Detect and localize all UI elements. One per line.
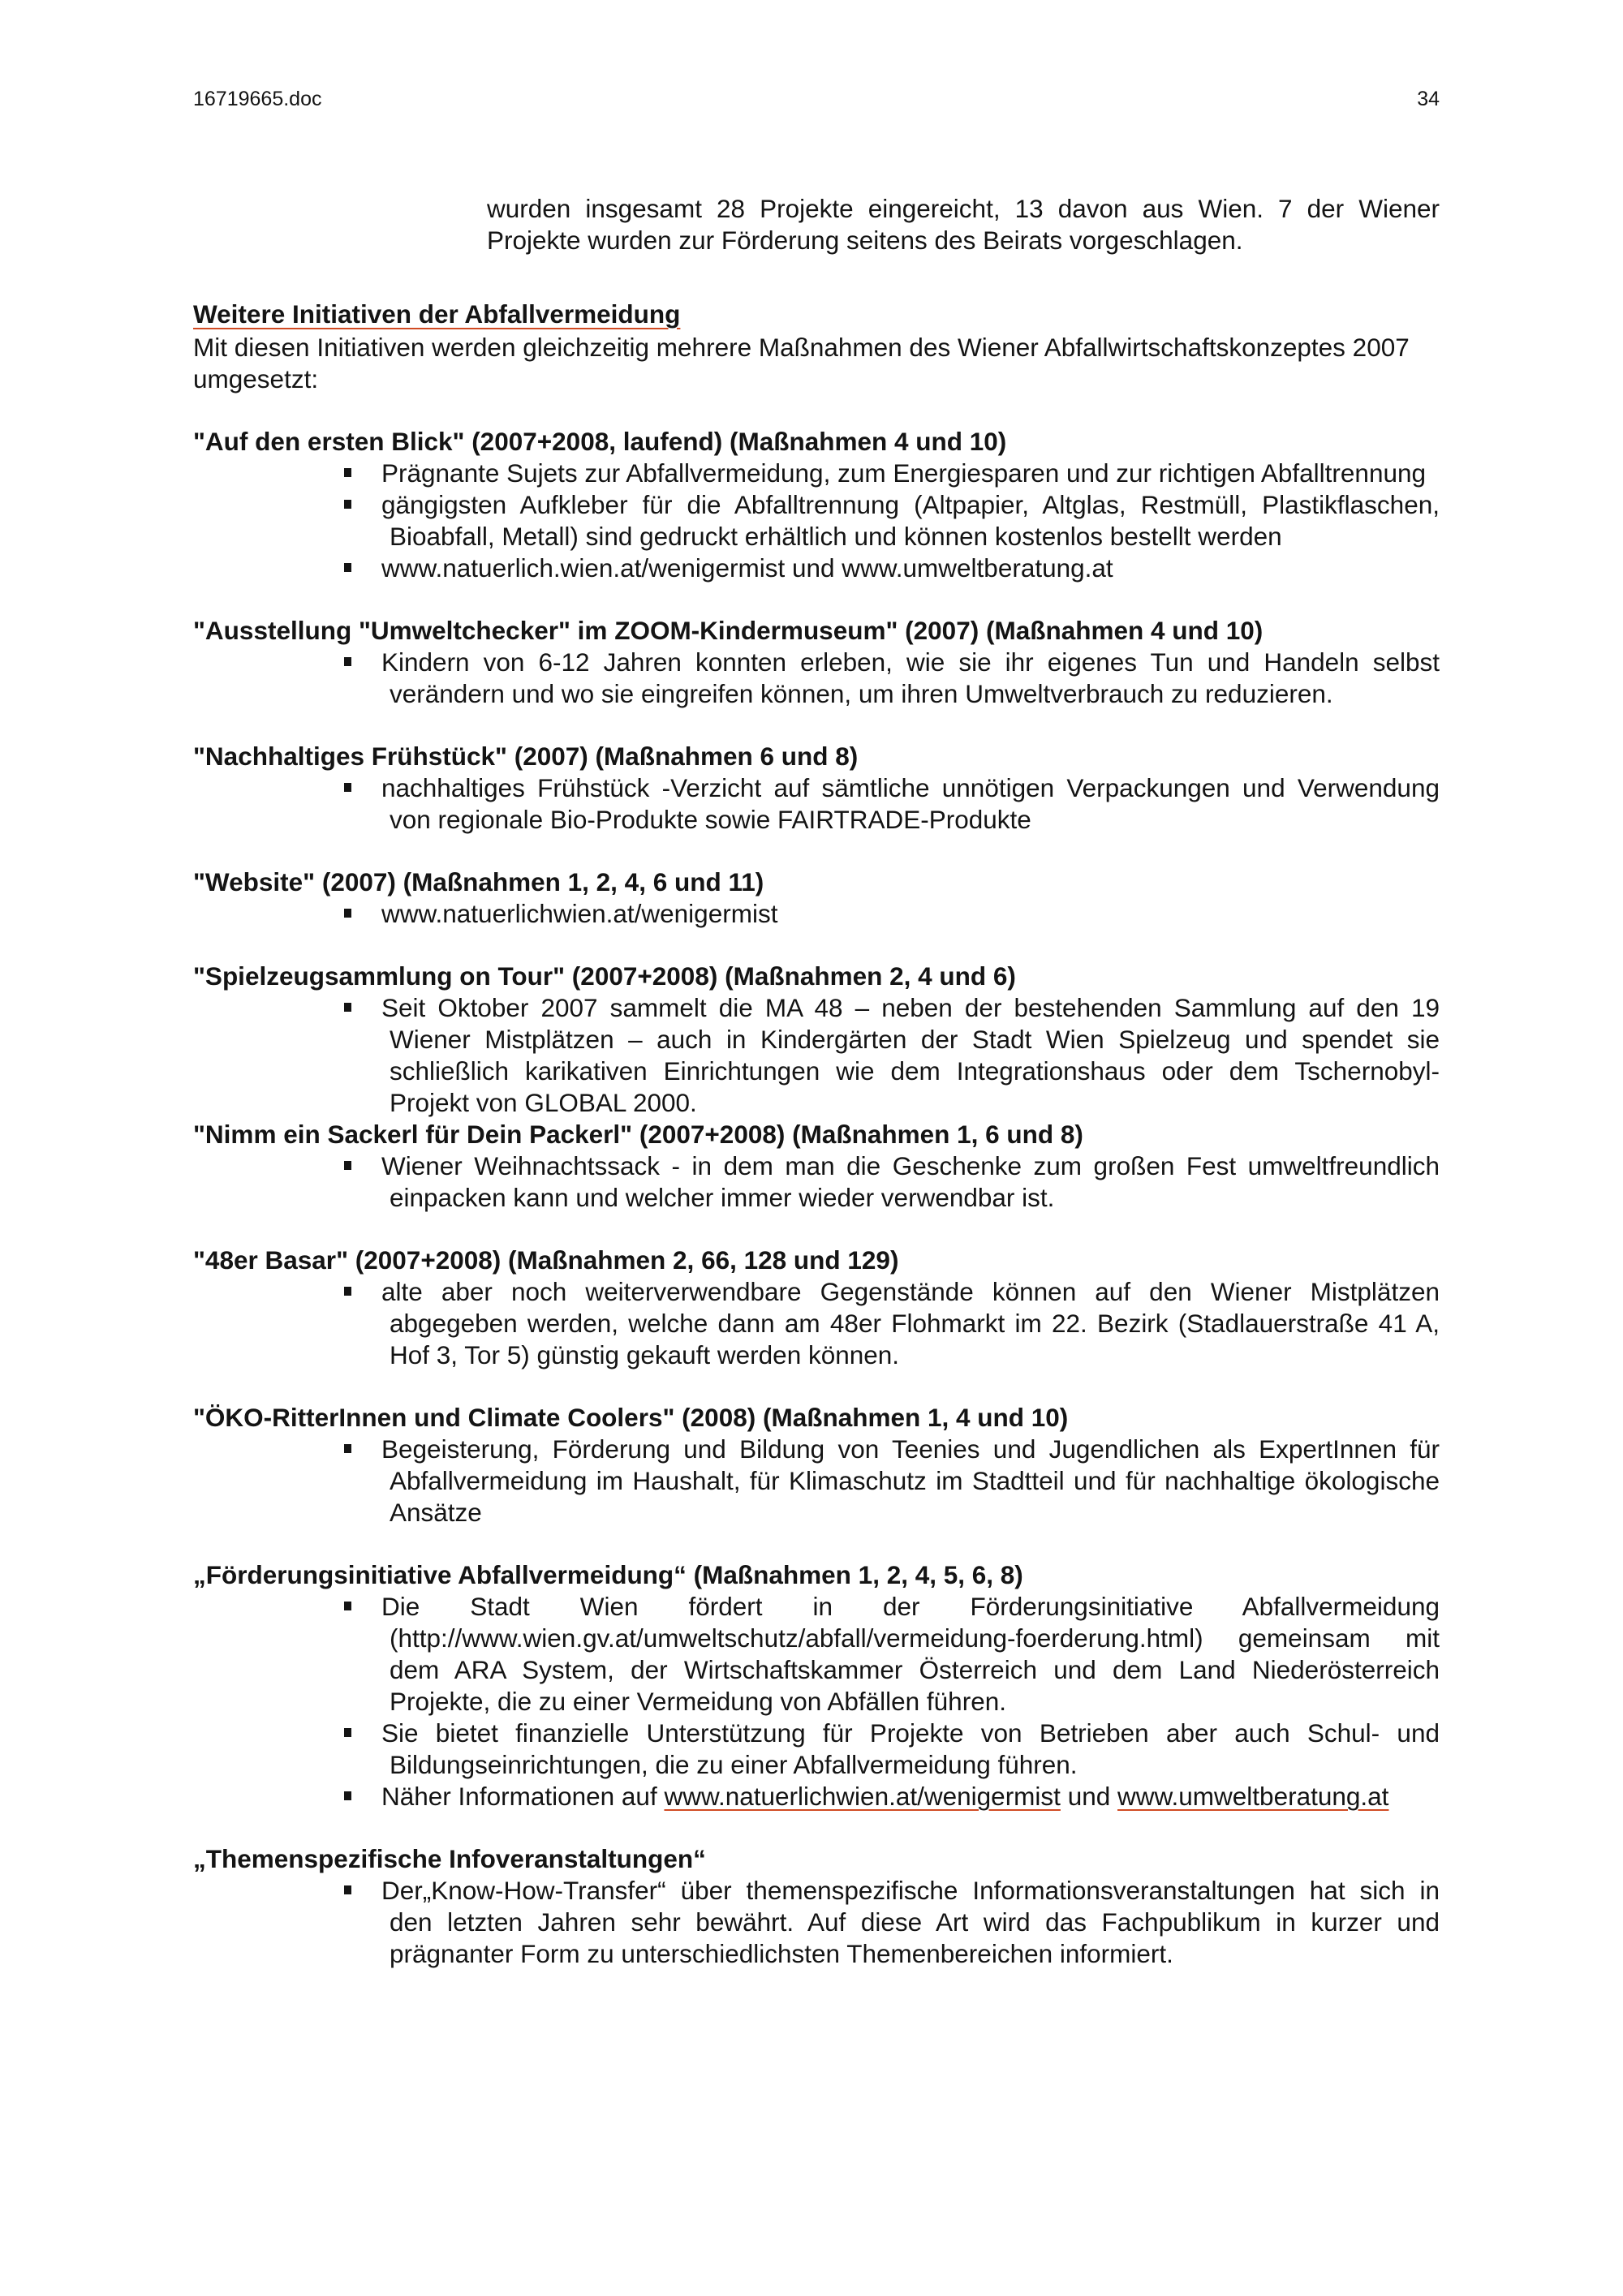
bullet-marker <box>344 1003 351 1012</box>
initiative-title: "Auf den ersten Blick" (2007+2008, laufend) (Maßnahmen 4 und 10) <box>193 427 1007 456</box>
bullet-list <box>193 772 1440 836</box>
bullet-list <box>193 647 1440 710</box>
section-heading: Weitere Initiativen der Abfallvermeidung <box>193 299 681 329</box>
list-item: gängigsten Aufkleber für die Abfalltrennung (Altpapier, Altglas, Restmüll, Plastikflaschen, Bioabfall, Metall) sind gedruckt erhältlich und können kostenlos bestellt werden <box>193 489 1440 553</box>
initiative-title: "Spielzeugsammlung on Tour" (2007+2008) (Maßnahmen 2, 4 und 6) <box>193 961 1016 991</box>
bullet-marker <box>344 909 351 918</box>
bullet-marker <box>344 563 351 572</box>
document-body <box>193 193 1440 1970</box>
initiative-title: "Nachhaltiges Frühstück" (2007) (Maßnahmen 6 und 8) <box>193 742 859 771</box>
bullet-marker <box>344 468 351 477</box>
section-description: Mit diesen Initiativen werden gleichzeitig mehrere Maßnahmen des Wiener Abfallwirtschaftskonzeptes 2007 umgesetzt: <box>193 333 1410 393</box>
bullet-list <box>193 992 1440 1119</box>
list-item: www.natuerlichwien.at/wenigermist <box>193 898 1440 930</box>
bullet-list <box>193 1591 1440 1812</box>
page-header <box>193 88 1440 111</box>
initiative-title: "48er Basar" (2007+2008) (Maßnahmen 2, 66, 128 und 129) <box>193 1245 899 1275</box>
initiative-title: "ÖKO-RitterInnen und Climate Coolers" (2008) (Maßnahmen 1, 4 und 10) <box>193 1403 1069 1432</box>
list-item: Der„Know-How-Transfer“ über themenspezifische Informationsveranstaltungen hat sich in den letzten Jahren sehr bewährt. Auf diese Art wird das Fachpublikum in kurzer und prägnanter Form zu unterschiedlichsten Themenbereichen informiert. <box>193 1875 1440 1970</box>
bullet-marker <box>344 1602 351 1610</box>
bullet-marker <box>344 1728 351 1737</box>
initiative-title: „Themenspezifische Infoveranstaltungen“ <box>193 1844 706 1873</box>
bullet-marker <box>344 1161 351 1170</box>
bullet-list <box>193 1276 1440 1371</box>
intro-line: Projekte wurden zur Förderung seitens des Beirats vorgeschlagen. <box>487 226 1243 255</box>
bullet-list <box>193 458 1440 584</box>
bullet-list <box>193 898 1440 930</box>
bullet-list <box>193 1875 1440 1970</box>
initiative-title: „Förderungsinitiative Abfallvermeidung“ (Maßnahmen 1, 2, 4, 5, 6, 8) <box>193 1560 1023 1589</box>
page-number: 34 <box>1417 88 1440 110</box>
list-item: Sie bietet finanzielle Unterstützung für Projekte von Betrieben aber auch Schul- und Bildungseinrichtungen, die zu einer Abfallvermeidung führen. <box>193 1718 1440 1781</box>
list-item: Seit Oktober 2007 sammelt die MA 48 – neben der bestehenden Sammlung auf den 19 Wiener Mistplätzen – auch in Kindergärten der Stadt Wien Spielzeug und spendet sie schließlich karikativen Einrichtungen wie dem Integrationshaus oder dem Tschernobyl-Projekt von GLOBAL 2000. <box>193 992 1440 1119</box>
bullet-marker <box>344 1885 351 1894</box>
list-item: Begeisterung, Förderung und Bildung von Teenies und Jugendlichen als ExpertInnen für Abfallvermeidung im Haushalt, für Klimaschutz im Stadtteil und für nachhaltige ökologische Ansätze <box>193 1434 1440 1529</box>
link-umweltberatung[interactable]: www.umweltberatung.at <box>1117 1782 1389 1811</box>
bullet-marker <box>344 1444 351 1453</box>
list-item: Kindern von 6-12 Jahren konnten erleben, wie sie ihr eigenes Tun und Handeln selbst verändern und wo sie eingreifen können, um ihren Umweltverbrauch zu reduzieren. <box>193 647 1440 710</box>
link-natuerlichwien[interactable]: www.natuerlichwien.at/wenigermist <box>664 1782 1061 1811</box>
document-filename: 16719665.doc <box>193 88 322 110</box>
bullet-list <box>193 1150 1440 1214</box>
intro-paragraph <box>487 193 1440 256</box>
links-joiner: und <box>1067 1782 1111 1811</box>
initiative-title: "Ausstellung "Umweltchecker" im ZOOM-Kindermuseum" (2007) (Maßnahmen 4 und 10) <box>193 616 1264 645</box>
list-item: www.natuerlich.wien.at/wenigermist und www.umweltberatung.at <box>193 553 1440 584</box>
bullet-marker <box>344 500 351 509</box>
bullet-marker <box>344 1287 351 1296</box>
list-item <box>193 1781 1440 1812</box>
bullet-list <box>193 1434 1440 1529</box>
list-item: Wiener Weihnachtssack - in dem man die Geschenke zum großen Fest umweltfreundlich einpacken kann und welcher immer wieder verwendbar ist. <box>193 1150 1440 1214</box>
bullet-marker <box>344 657 351 666</box>
bullet-marker <box>344 783 351 792</box>
initiative-title: "Nimm ein Sackerl für Dein Packerl" (2007+2008) (Maßnahmen 1, 6 und 8) <box>193 1120 1083 1149</box>
list-item: Die Stadt Wien fördert in der Förderungsinitiative Abfallvermeidung (http://www.wien.gv.at/umweltschutz/abfall/vermeidung-foerderung.html) gemeinsam mit dem ARA System, der Wirtschaftskammer Österreich und dem Land Niederösterreich Projekte, die zu einer Vermeidung von Abfällen führen. <box>193 1591 1440 1718</box>
links-prefix: Näher Informationen auf <box>381 1782 657 1811</box>
bullet-marker <box>344 1791 351 1800</box>
list-item: nachhaltiges Frühstück -Verzicht auf sämtliche unnötigen Verpackungen und Verwendung von regionale Bio-Produkte sowie FAIRTRADE-Produkte <box>193 772 1440 836</box>
list-item: Prägnante Sujets zur Abfallvermeidung, zum Energiesparen und zur richtigen Abfalltrennung <box>193 458 1440 489</box>
list-item: alte aber noch weiterverwendbare Gegenstände können auf den Wiener Mistplätzen abgegeben werden, welche dann am 48er Flohmarkt im 22. Bezirk (Stadlauerstraße 41 A, Hof 3, Tor 5) günstig gekauft werden können. <box>193 1276 1440 1371</box>
intro-line: wurden insgesamt 28 Projekte eingereicht, 13 davon aus Wien. 7 der Wiener <box>487 194 1440 223</box>
initiative-title: "Website" (2007) (Maßnahmen 1, 2, 4, 6 und 11) <box>193 867 764 896</box>
